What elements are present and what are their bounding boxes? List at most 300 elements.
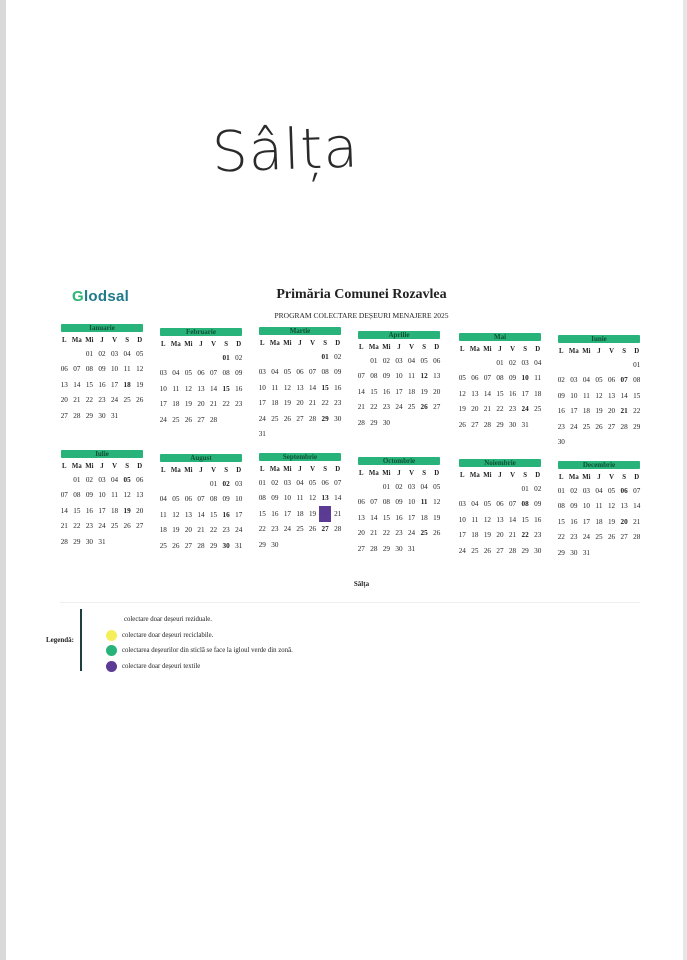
weekday-header: V xyxy=(211,466,216,474)
day-cell: 20 xyxy=(496,531,504,540)
day-cell: 01 xyxy=(258,478,266,487)
day-cell: 30 xyxy=(570,548,578,557)
day-cell: 17 xyxy=(521,389,529,398)
day-cell: 24 xyxy=(283,525,291,534)
day-cell: 18 xyxy=(271,399,279,408)
day-cell: 21 xyxy=(60,522,68,531)
day-cell: 13 xyxy=(620,502,628,511)
day-cell: 07 xyxy=(209,369,218,378)
empty-cell xyxy=(58,472,71,488)
day-cell: 11 xyxy=(172,384,180,393)
day-cell: 22 xyxy=(85,396,93,405)
day-cell: 09 xyxy=(570,502,578,511)
empty-cell xyxy=(133,534,146,550)
day-cell: 28 xyxy=(308,414,317,423)
day-cell: 17 xyxy=(458,531,466,540)
weekday-header: S xyxy=(422,469,426,477)
legend-text: colectare doar deșeuri textile xyxy=(122,663,201,670)
day-cell: 05 xyxy=(172,495,180,504)
day-cell: 17 xyxy=(407,513,416,522)
month-table xyxy=(58,334,146,424)
empty-cell xyxy=(593,545,606,561)
day-cell: 27 xyxy=(60,411,68,420)
day-cell: 21 xyxy=(370,529,378,538)
day-cell: 09 xyxy=(534,500,542,509)
day-cell: 02 xyxy=(235,353,243,362)
day-cell: 06 xyxy=(433,356,441,365)
month-header: Decembrie xyxy=(558,461,640,469)
day-cell: 25 xyxy=(534,405,542,414)
day-cell: 16 xyxy=(570,517,578,526)
empty-cell xyxy=(593,435,606,451)
month-calendar xyxy=(555,461,643,561)
day-cell: 12 xyxy=(172,510,180,519)
day-cell: 17 xyxy=(235,510,243,519)
weekday-header: L xyxy=(260,465,265,473)
day-cell: 06 xyxy=(321,478,329,487)
day-cell: 03 xyxy=(110,349,119,358)
weekday-header: Mi xyxy=(483,471,492,479)
legend-text: colectare doar deșeuri reciclabile. xyxy=(122,632,214,639)
day-cell: 08 xyxy=(222,369,230,378)
day-cell: 22 xyxy=(521,531,529,540)
day-cell: 03 xyxy=(235,479,243,488)
empty-cell xyxy=(456,481,469,497)
day-cell: 24 xyxy=(521,405,529,414)
day-cell: 10 xyxy=(458,515,466,524)
empty-cell xyxy=(618,545,631,561)
day-cell: 04 xyxy=(595,486,603,495)
weekday-header: J xyxy=(597,347,601,355)
day-cell: 26 xyxy=(283,414,291,423)
day-cell: 11 xyxy=(123,365,131,374)
weekday-header: D xyxy=(535,471,541,479)
day-cell: 30 xyxy=(508,420,517,429)
day-cell: 31 xyxy=(407,544,416,553)
day-cell: 02 xyxy=(395,482,403,491)
empty-cell xyxy=(393,415,406,431)
day-cell: 27 xyxy=(471,420,479,429)
day-cell: 07 xyxy=(73,365,81,374)
day-cell: 15 xyxy=(382,513,390,522)
day-cell: 11 xyxy=(111,491,118,500)
empty-cell xyxy=(195,350,208,366)
weekday-header: Ma xyxy=(368,343,379,351)
weekday-header: L xyxy=(62,336,67,344)
day-cell: 14 xyxy=(60,506,68,515)
day-cell: 01 xyxy=(521,484,529,493)
day-cell: 14 xyxy=(508,515,517,524)
day-cell: 30 xyxy=(98,411,106,420)
weekday-header: Ma xyxy=(269,339,280,347)
empty-cell xyxy=(256,349,269,365)
day-cell: 09 xyxy=(334,368,342,377)
day-cell: 16 xyxy=(271,509,279,518)
day-cell: 19 xyxy=(607,517,616,526)
weekday-header: V xyxy=(409,343,414,351)
month-calendar xyxy=(355,457,443,557)
day-cell: 06 xyxy=(357,498,365,507)
day-cell: 03 xyxy=(582,486,590,495)
day-cell: 26 xyxy=(483,546,491,555)
weekday-header: Mi xyxy=(85,462,94,470)
weekday-header: L xyxy=(359,469,364,477)
day-cell: 07 xyxy=(357,372,365,381)
day-cell: 24 xyxy=(582,533,590,542)
empty-cell xyxy=(294,537,307,553)
weekday-header: D xyxy=(634,473,640,481)
legend-text: colectare doar deșeuri reziduale. xyxy=(124,616,212,623)
day-cell: 29 xyxy=(370,418,378,427)
day-cell: 16 xyxy=(98,380,106,389)
empty-cell xyxy=(182,350,195,366)
weekday-header: V xyxy=(609,347,614,355)
day-cell: 01 xyxy=(370,356,378,365)
day-cell: 26 xyxy=(433,529,441,538)
day-cell: 26 xyxy=(420,403,428,412)
weekday-header: S xyxy=(622,347,626,355)
logo-text: lodsal xyxy=(83,288,130,305)
weekday-header: V xyxy=(211,340,216,348)
day-cell: 13 xyxy=(197,384,205,393)
day-cell: 18 xyxy=(582,407,590,416)
month-calendar xyxy=(555,335,643,450)
empty-cell xyxy=(281,427,294,443)
day-cell: 12 xyxy=(595,391,603,400)
empty-cell xyxy=(58,346,71,362)
day-cell: 15 xyxy=(321,383,329,392)
empty-cell xyxy=(630,435,643,451)
day-cell: 19 xyxy=(136,380,144,389)
empty-cell xyxy=(593,357,606,373)
day-cell: 07 xyxy=(334,478,342,487)
day-cell: 05 xyxy=(595,376,603,385)
empty-cell xyxy=(331,537,344,553)
month-header: Septembrie xyxy=(259,453,341,461)
day-cell: 13 xyxy=(496,515,504,524)
weekday-header: S xyxy=(523,345,527,353)
month-table xyxy=(157,338,245,428)
day-cell: 25 xyxy=(471,546,479,555)
empty-cell xyxy=(331,427,344,443)
day-cell: 26 xyxy=(123,522,131,531)
day-cell: 07 xyxy=(197,495,205,504)
day-cell: 15 xyxy=(557,517,565,526)
day-cell: 02 xyxy=(508,358,517,367)
day-cell: 15 xyxy=(258,509,266,518)
day-cell: 04 xyxy=(420,482,428,491)
day-cell: 25 xyxy=(271,414,279,423)
weekday-header: J xyxy=(397,469,401,477)
day-cell: 12 xyxy=(136,365,144,374)
day-cell: 01 xyxy=(209,479,218,488)
day-cell: 10 xyxy=(258,383,266,392)
handwritten-title: Sâlța xyxy=(210,115,360,186)
empty-cell xyxy=(630,545,643,561)
day-cell: 28 xyxy=(508,546,517,555)
month-table xyxy=(256,463,344,553)
day-cell: 02 xyxy=(98,349,106,358)
empty-cell xyxy=(605,545,618,561)
empty-cell xyxy=(469,355,482,371)
day-cell: 11 xyxy=(420,498,428,507)
weekday-header: J xyxy=(597,473,601,481)
month-header: Noiembrie xyxy=(459,459,541,467)
day-cell: 04 xyxy=(407,356,416,365)
day-cell: 23 xyxy=(557,422,565,431)
day-cell: 09 xyxy=(557,391,565,400)
day-cell: 10 xyxy=(235,495,243,504)
empty-cell xyxy=(195,476,208,492)
weekday-header: V xyxy=(310,339,315,347)
day-cell: 27 xyxy=(296,414,304,423)
day-cell: 14 xyxy=(620,391,628,400)
day-cell: 22 xyxy=(222,400,230,409)
document-subtitle: PROGRAM COLECTARE DEȘEURI MENAJERE 2025 xyxy=(274,311,449,320)
weekday-header: Ma xyxy=(568,473,579,481)
weekday-header: S xyxy=(323,339,327,347)
month-calendar xyxy=(256,327,344,442)
day-cell: 12 xyxy=(483,515,491,524)
weekday-header: Mi xyxy=(382,469,391,477)
day-cell: 16 xyxy=(508,389,517,398)
document-title: Primăria Comunei Rozavlea xyxy=(276,287,447,302)
weekday-header: Mi xyxy=(582,473,591,481)
month-header: Mai xyxy=(459,333,541,341)
month-table xyxy=(555,471,643,561)
day-cell: 19 xyxy=(308,509,317,518)
empty-cell xyxy=(531,417,544,433)
day-cell: 20 xyxy=(357,529,365,538)
day-cell: 21 xyxy=(357,403,365,412)
day-cell: 15 xyxy=(633,391,641,400)
day-cell: 12 xyxy=(458,389,466,398)
empty-cell xyxy=(355,353,368,369)
empty-cell xyxy=(481,355,494,371)
day-cell: 28 xyxy=(620,422,628,431)
day-cell: 08 xyxy=(521,500,529,509)
day-cell: 30 xyxy=(334,414,342,423)
weekday-header: Ma xyxy=(269,465,280,473)
day-cell: 19 xyxy=(123,506,131,515)
day-cell: 22 xyxy=(557,533,565,542)
day-cell: 30 xyxy=(534,546,542,555)
day-cell: 12 xyxy=(420,372,428,381)
day-cell: 19 xyxy=(458,405,466,414)
day-cell: 28 xyxy=(60,537,68,546)
day-cell: 10 xyxy=(159,384,167,393)
day-cell: 10 xyxy=(395,372,403,381)
day-cell: 19 xyxy=(483,531,491,540)
weekday-header: Mi xyxy=(283,465,292,473)
day-cell: 14 xyxy=(73,380,81,389)
day-cell: 01 xyxy=(557,486,565,495)
day-cell: 27 xyxy=(357,544,365,553)
day-cell: 19 xyxy=(184,400,192,409)
weekday-header: S xyxy=(224,466,228,474)
empty-cell xyxy=(319,427,332,443)
day-cell: 15 xyxy=(496,389,504,398)
day-cell: 29 xyxy=(73,537,81,546)
empty-cell xyxy=(418,541,431,557)
day-cell: 26 xyxy=(607,533,616,542)
month-header: Martie xyxy=(259,327,341,335)
weekday-header: J xyxy=(100,336,104,344)
day-cell: 11 xyxy=(296,494,304,503)
weekday-header: Ma xyxy=(71,336,82,344)
day-cell: 04 xyxy=(534,358,542,367)
empty-cell xyxy=(555,357,568,373)
weekday-header: D xyxy=(236,466,242,474)
day-cell: 20 xyxy=(471,405,479,414)
weekday-header: V xyxy=(112,336,117,344)
day-cell: 23 xyxy=(395,529,403,538)
day-cell: 09 xyxy=(222,495,230,504)
day-cell: 24 xyxy=(458,546,466,555)
day-cell: 09 xyxy=(382,372,390,381)
day-cell: 11 xyxy=(582,391,590,400)
day-cell: 04 xyxy=(110,475,119,484)
day-cell: 19 xyxy=(595,407,603,416)
weekday-header: Mi xyxy=(483,345,492,353)
day-cell: 30 xyxy=(557,438,565,447)
day-cell: 25 xyxy=(595,533,603,542)
day-cell: 01 xyxy=(633,360,641,369)
day-cell: 15 xyxy=(209,510,218,519)
day-cell: 06 xyxy=(60,365,68,374)
day-cell: 01 xyxy=(222,353,230,362)
day-cell: 27 xyxy=(136,522,144,531)
weekday-header: Ma xyxy=(170,466,181,474)
day-cell: 18 xyxy=(123,380,131,389)
weekday-header: V xyxy=(510,471,515,479)
day-cell: 07 xyxy=(370,498,378,507)
day-cell: 07 xyxy=(308,368,317,377)
empty-cell xyxy=(294,427,307,443)
day-cell: 21 xyxy=(308,399,317,408)
day-cell: 08 xyxy=(258,494,266,503)
day-cell: 06 xyxy=(184,495,192,504)
day-cell: 15 xyxy=(73,506,81,515)
day-cell: 05 xyxy=(420,356,428,365)
day-cell: 11 xyxy=(471,515,479,524)
day-cell: 20 xyxy=(184,526,192,535)
empty-cell xyxy=(121,408,134,424)
day-cell: 05 xyxy=(458,374,466,383)
day-cell: 19 xyxy=(420,387,428,396)
day-cell: 27 xyxy=(321,525,329,534)
day-cell: 27 xyxy=(433,403,441,412)
day-cell: 09 xyxy=(508,374,517,383)
day-cell: 25 xyxy=(582,422,590,431)
day-cell: 29 xyxy=(85,411,93,420)
month-table xyxy=(355,341,443,431)
weekday-header: Ma xyxy=(469,471,480,479)
day-cell: 06 xyxy=(197,369,205,378)
day-cell: 21 xyxy=(633,517,641,526)
empty-cell xyxy=(568,435,581,451)
day-cell: 17 xyxy=(570,407,578,416)
weekday-header: L xyxy=(161,340,166,348)
day-cell: 08 xyxy=(496,374,504,383)
day-cell: 21 xyxy=(508,531,517,540)
day-cell: 04 xyxy=(172,369,180,378)
day-cell: 25 xyxy=(123,396,131,405)
weekday-header: L xyxy=(559,347,564,355)
day-cell: 03 xyxy=(159,369,167,378)
day-cell: 09 xyxy=(235,369,243,378)
day-cell: 13 xyxy=(433,372,441,381)
weekday-header: J xyxy=(498,345,502,353)
day-cell: 29 xyxy=(382,544,390,553)
logo-initial: G xyxy=(72,288,84,305)
day-cell: 29 xyxy=(321,414,329,423)
day-cell: 11 xyxy=(408,372,415,381)
day-cell: 05 xyxy=(483,500,491,509)
day-cell: 07 xyxy=(60,491,68,500)
month-header: Iulie xyxy=(61,450,143,458)
month-calendar xyxy=(256,453,344,553)
day-cell: 18 xyxy=(110,506,119,515)
empty-cell xyxy=(269,349,282,365)
empty-cell xyxy=(580,435,593,451)
month-calendar xyxy=(58,324,146,424)
day-cell: 02 xyxy=(85,475,93,484)
day-cell: 28 xyxy=(483,420,491,429)
day-cell: 18 xyxy=(159,526,167,535)
day-cell: 14 xyxy=(633,502,641,511)
legend-text: colectarea deșeurilor din sticlă se face la igloul verde din zonă. xyxy=(122,647,293,654)
day-cell: 24 xyxy=(159,415,167,424)
day-cell: 10 xyxy=(407,498,416,507)
day-cell: 30 xyxy=(382,418,390,427)
weekday-header: V xyxy=(112,462,117,470)
day-cell: 12 xyxy=(607,502,616,511)
empty-cell xyxy=(368,479,381,495)
empty-cell xyxy=(605,435,618,451)
day-cell: 04 xyxy=(271,368,279,377)
month-header: Aprilie xyxy=(358,331,440,339)
day-cell: 15 xyxy=(222,384,230,393)
weekday-header: D xyxy=(236,340,242,348)
day-cell: 05 xyxy=(283,368,291,377)
day-cell: 31 xyxy=(521,420,529,429)
day-cell: 28 xyxy=(370,544,378,553)
day-cell: 08 xyxy=(382,498,390,507)
day-cell: 28 xyxy=(633,533,641,542)
weekday-header: Ma xyxy=(568,347,579,355)
day-cell: 05 xyxy=(136,349,144,358)
day-cell: 08 xyxy=(73,491,81,500)
day-cell: 17 xyxy=(110,380,119,389)
empty-cell xyxy=(108,534,121,550)
legend-item xyxy=(106,630,213,641)
empty-cell xyxy=(618,357,631,373)
day-cell: 01 xyxy=(73,475,81,484)
day-cell: 29 xyxy=(496,420,504,429)
empty-cell xyxy=(121,534,134,550)
weekday-header: D xyxy=(434,343,440,351)
day-cell: 05 xyxy=(184,369,192,378)
day-cell: 06 xyxy=(471,374,479,383)
day-cell: 23 xyxy=(508,405,517,414)
legend-label: Legendă: xyxy=(46,636,74,644)
day-cell: 31 xyxy=(235,541,243,550)
day-cell: 18 xyxy=(534,389,542,398)
empty-cell xyxy=(456,355,469,371)
empty-cell xyxy=(430,415,443,431)
month-calendar xyxy=(456,459,544,559)
